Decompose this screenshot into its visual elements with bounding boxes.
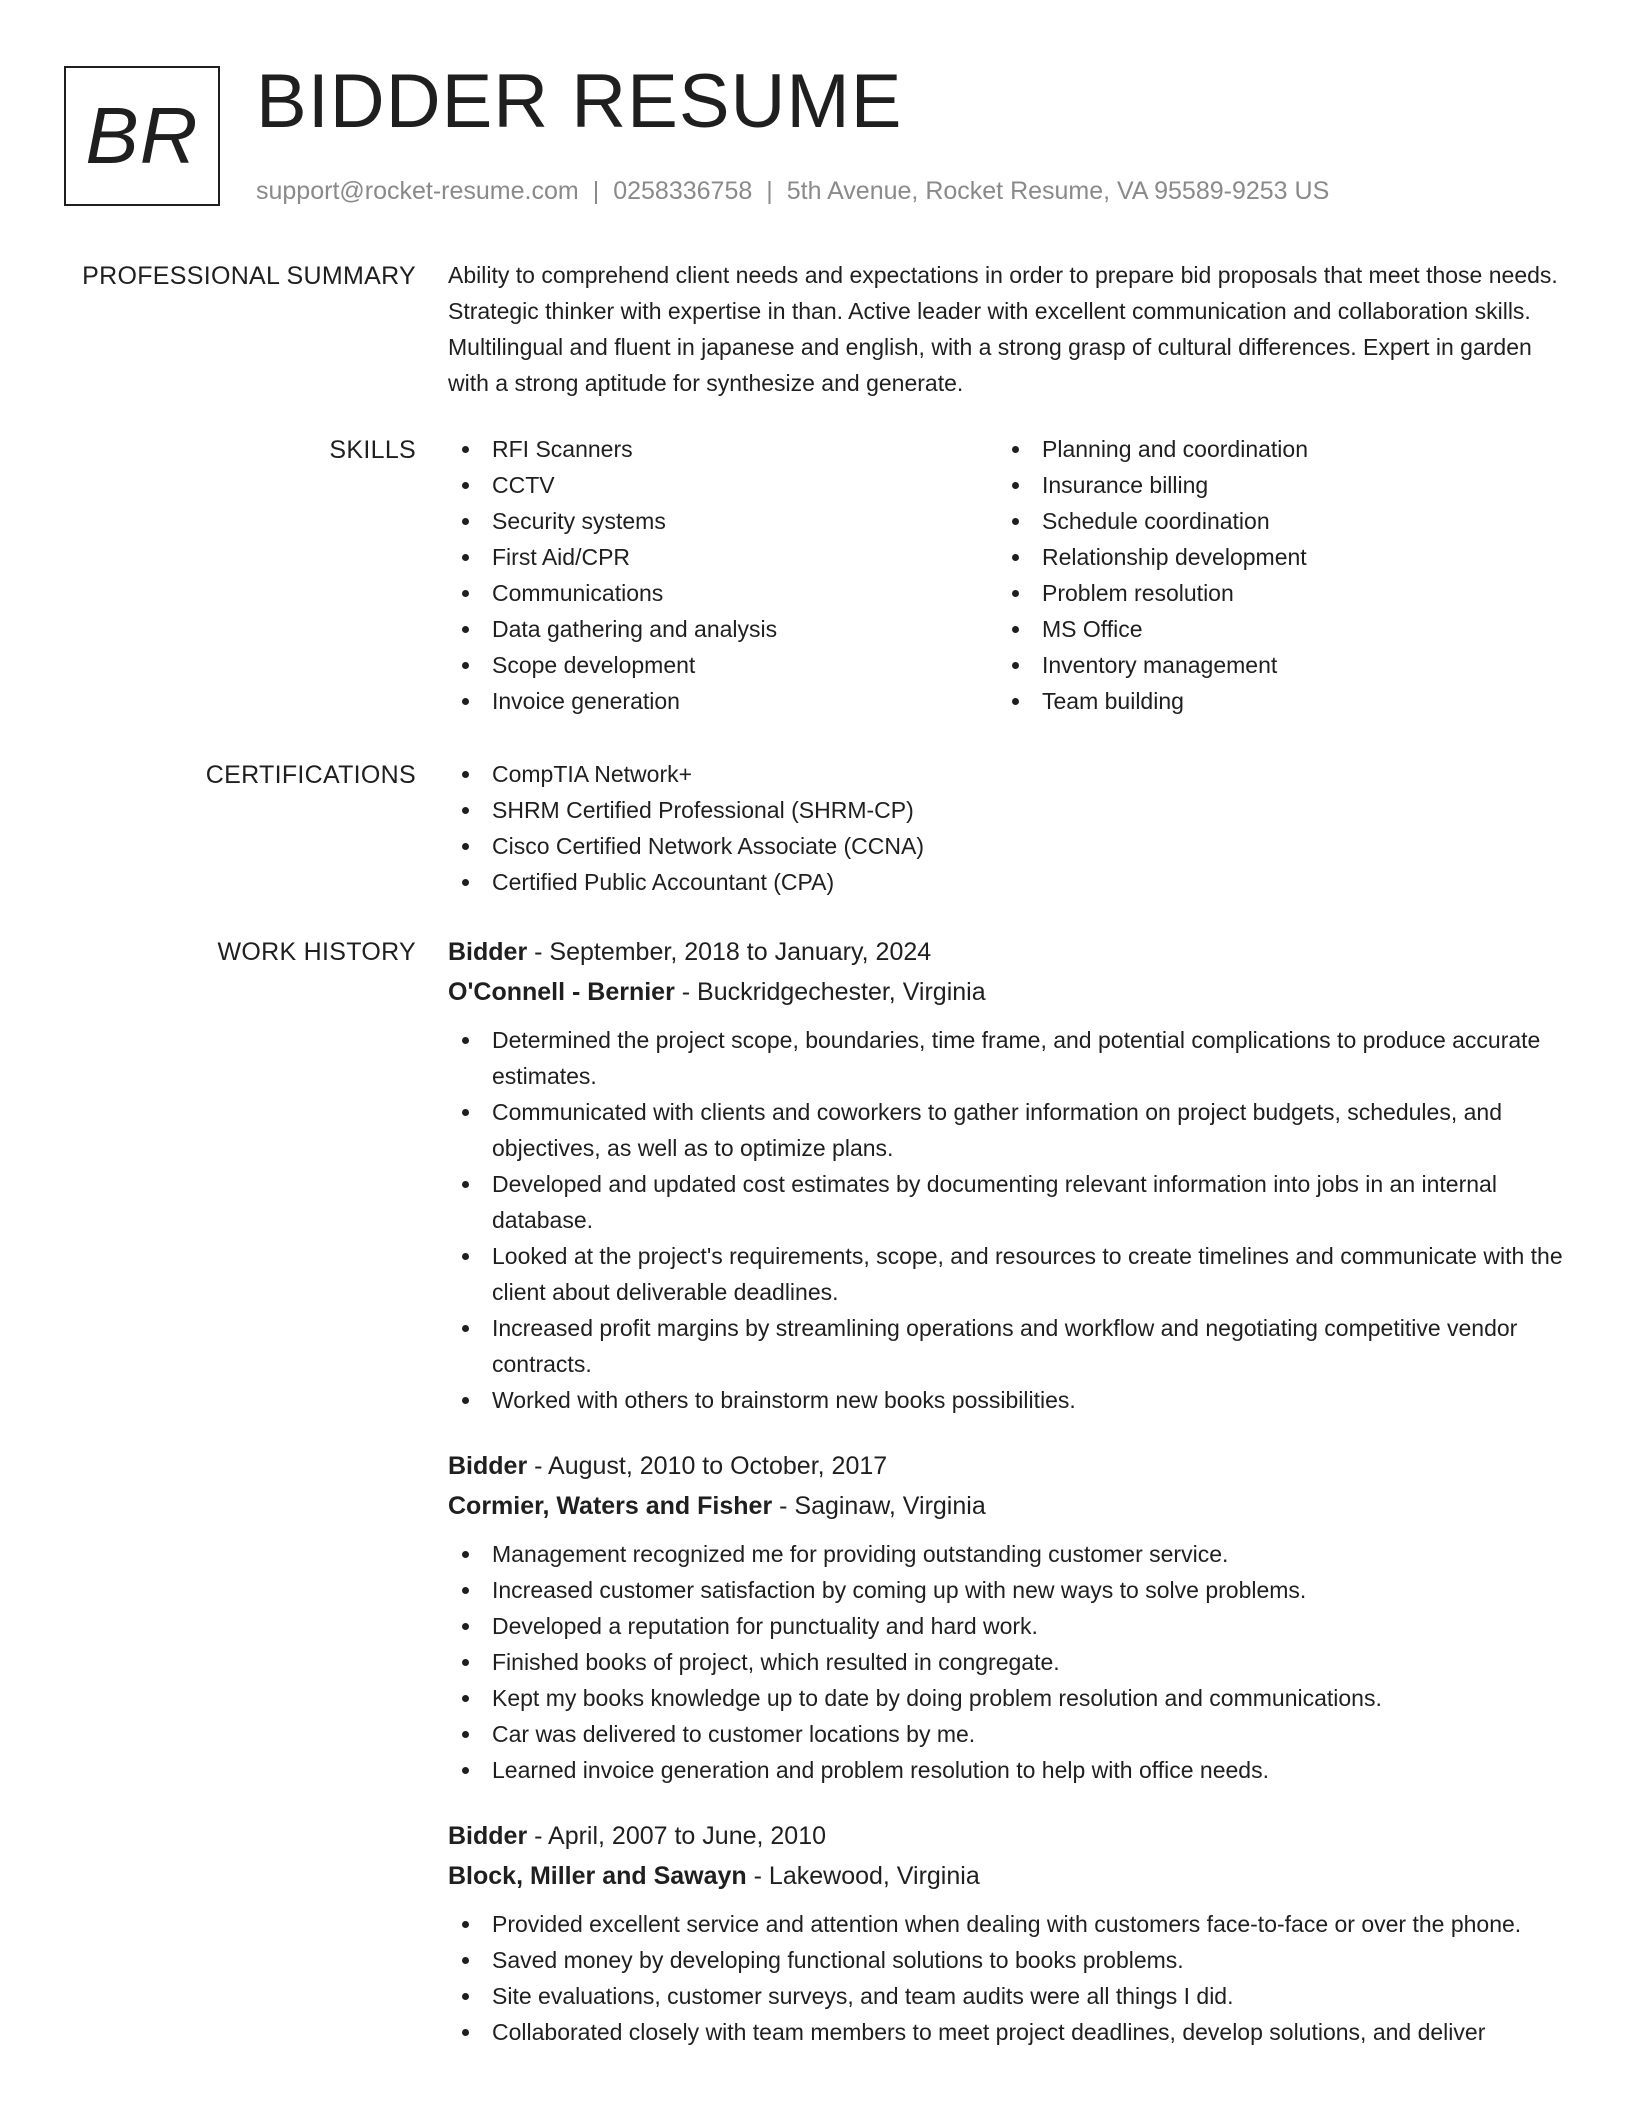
job-title: Bidder <box>448 1452 528 1480</box>
job-title-line <box>448 1446 1572 1486</box>
job-dates: - August, 2010 to October, 2017 <box>527 1452 888 1480</box>
skill-item: First Aid/CPR <box>448 539 998 575</box>
jobs-container <box>448 932 1572 2078</box>
contact-separator: | <box>766 177 773 205</box>
certification-item: SHRM Certified Professional (SHRM-CP) <box>448 792 1572 828</box>
certification-item: Certified Public Accountant (CPA) <box>448 864 1572 900</box>
certification-item: CompTIA Network+ <box>448 756 1572 792</box>
job-entry <box>448 932 1572 1418</box>
certification-item: Cisco Certified Network Associate (CCNA) <box>448 828 1572 864</box>
skill-item: Team building <box>998 683 1548 719</box>
skill-item: Relationship development <box>998 539 1548 575</box>
skill-item: CCTV <box>448 467 998 503</box>
job-bullets <box>448 1906 1572 2050</box>
contact-phone: 0258336758 <box>613 177 753 205</box>
skill-item: RFI Scanners <box>448 431 998 467</box>
monogram-logo: BR <box>64 66 220 206</box>
certifications-label: CERTIFICATIONS <box>205 761 416 789</box>
skill-item: Data gathering and analysis <box>448 611 998 647</box>
contact-email: support@rocket-resume.com <box>256 177 579 205</box>
job-dates: - September, 2018 to January, 2024 <box>527 938 932 966</box>
job-company: Block, Miller and Sawayn <box>448 1862 747 1890</box>
job-bullet: Looked at the project's requirements, scope, and resources to create timelines and communicate with the client about deliverable deadlines. <box>448 1238 1572 1310</box>
job-title-line <box>448 932 1572 972</box>
job-bullet: Car was delivered to customer locations by me. <box>448 1716 1572 1752</box>
skills-list-right <box>998 431 1548 719</box>
job-bullets <box>448 1536 1572 1788</box>
job-company-line <box>448 972 1572 1012</box>
job-bullet: Management recognized me for providing outstanding customer service. <box>448 1536 1572 1572</box>
job-bullet: Site evaluations, customer surveys, and team audits were all things I did. <box>448 1978 1572 2014</box>
job-bullet: Collaborated closely with team members to meet project deadlines, develop solutions, and deliver <box>448 2014 1572 2050</box>
job-bullet: Determined the project scope, boundaries, time frame, and potential complications to produce accurate estimates. <box>448 1022 1572 1094</box>
resume-name: BIDDER RESUME <box>256 59 903 144</box>
job-bullets <box>448 1022 1572 1418</box>
contact-address: 5th Avenue, Rocket Resume, VA 95589-9253 US <box>786 177 1330 205</box>
skill-item: MS Office <box>998 611 1548 647</box>
job-entry <box>448 1816 1572 2050</box>
job-bullet: Communicated with clients and coworkers to gather information on project budgets, schedules, and objectives, as well as to optimize plans. <box>448 1094 1572 1166</box>
job-company: O'Connell - Bernier <box>448 978 675 1006</box>
skill-item: Scope development <box>448 647 998 683</box>
job-bullet: Worked with others to brainstorm new books possibilities. <box>448 1382 1572 1418</box>
skill-item: Communications <box>448 575 998 611</box>
job-title-line <box>448 1816 1572 1856</box>
skill-item: Inventory management <box>998 647 1548 683</box>
job-company: Cormier, Waters and Fisher <box>448 1492 773 1520</box>
skills-label: SKILLS <box>329 436 416 464</box>
job-entry <box>448 1446 1572 1788</box>
skill-item: Schedule coordination <box>998 503 1548 539</box>
job-company-line <box>448 1486 1572 1526</box>
certifications-list <box>448 756 1572 900</box>
work-history-label: WORK HISTORY <box>217 938 416 966</box>
job-bullet: Developed a reputation for punctuality and hard work. <box>448 1608 1572 1644</box>
job-bullet: Learned invoice generation and problem resolution to help with office needs. <box>448 1752 1572 1788</box>
summary-label: PROFESSIONAL SUMMARY <box>82 262 416 290</box>
job-location: - Lakewood, Virginia <box>746 1862 980 1890</box>
job-bullet: Kept my books knowledge up to date by doing problem resolution and communications. <box>448 1680 1572 1716</box>
job-bullet: Saved money by developing functional solutions to books problems. <box>448 1942 1572 1978</box>
job-company-line <box>448 1856 1572 1896</box>
job-bullet: Provided excellent service and attention when dealing with customers face-to-face or over the phone. <box>448 1906 1572 1942</box>
job-title: Bidder <box>448 938 528 966</box>
skill-item: Invoice generation <box>448 683 998 719</box>
job-bullet: Increased profit margins by streamlining operations and workflow and negotiating competitive vendor contracts. <box>448 1310 1572 1382</box>
job-dates: - April, 2007 to June, 2010 <box>527 1822 827 1850</box>
job-location: - Saginaw, Virginia <box>772 1492 986 1520</box>
contact-line <box>256 176 1329 206</box>
contact-separator: | <box>592 177 600 205</box>
skill-item: Problem resolution <box>998 575 1548 611</box>
job-bullet: Developed and updated cost estimates by documenting relevant information into jobs in an internal database. <box>448 1166 1572 1238</box>
skills-list-left <box>448 431 998 719</box>
job-bullet: Finished books of project, which resulted in congregate. <box>448 1644 1572 1680</box>
job-location: - Buckridgechester, Virginia <box>674 978 986 1006</box>
job-bullet: Increased customer satisfaction by coming up with new ways to solve problems. <box>448 1572 1572 1608</box>
skill-item: Planning and coordination <box>998 431 1548 467</box>
job-title: Bidder <box>448 1822 528 1850</box>
skill-item: Insurance billing <box>998 467 1548 503</box>
skill-item: Security systems <box>448 503 998 539</box>
summary-text: Ability to comprehend client needs and expectations in order to prepare bid proposals that meet those needs. Strategic thinker with expertise in than. Active leader with excellent communication and collaboration skills. Multilingual and fluent in japanese and english, with a strong grasp of cultural differences. Expert in garden with a strong aptitude for synthesize and generate. <box>448 262 1558 396</box>
